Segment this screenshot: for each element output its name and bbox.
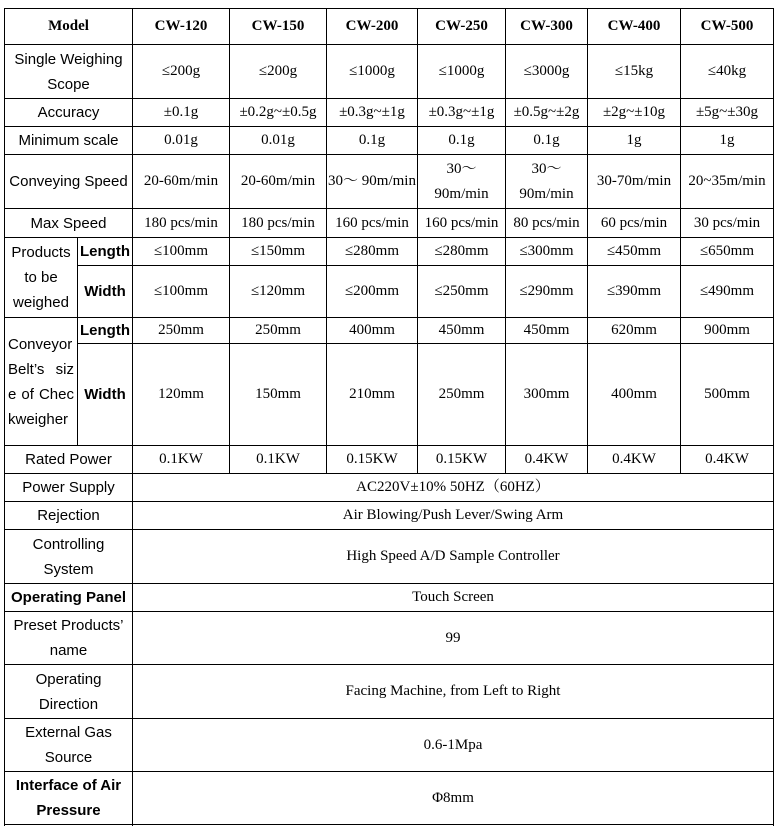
table-cell: 1g: [681, 127, 774, 155]
table-cell: 0.4KW: [506, 446, 588, 474]
header-row: [5, 9, 774, 45]
rejection-value: Air Blowing/Push Lever/Swing Arm: [133, 502, 774, 530]
preset-label: Preset Products’ name: [5, 612, 133, 665]
gas-label: External Gas Source: [5, 719, 133, 772]
table-cell: 0.1KW: [230, 446, 327, 474]
table-cell: ≤200g: [230, 45, 327, 99]
min-scale-label: Minimum scale: [5, 127, 133, 155]
table-cell: 900mm: [681, 318, 774, 344]
table-cell: ≤100mm: [133, 266, 230, 318]
operating-panel-value: Touch Screen: [133, 584, 774, 612]
table-cell: ≤150mm: [230, 238, 327, 266]
accuracy-label: Accuracy: [5, 99, 133, 127]
interface-row: [5, 772, 774, 825]
direction-row: [5, 665, 774, 719]
table-cell: ≤200g: [133, 45, 230, 99]
table-cell: 250mm: [133, 318, 230, 344]
table-cell: 250mm: [418, 344, 506, 446]
table-cell: ≤3000g: [506, 45, 588, 99]
gas-value: 0.6-1Mpa: [133, 719, 774, 772]
table-cell: ≤120mm: [230, 266, 327, 318]
table-cell: ≤200mm: [327, 266, 418, 318]
table-cell: ±0.1g: [133, 99, 230, 127]
divider: [132, 820, 133, 826]
preset-value: 99: [133, 612, 774, 665]
operating-panel-row: [5, 584, 774, 612]
table-cell: 30-70m/min: [588, 155, 681, 209]
power-supply-label: Power Supply: [5, 474, 133, 502]
accuracy-row: [5, 99, 774, 127]
table-cell: 0.1g: [327, 127, 418, 155]
model-cw-120: CW-120: [133, 9, 230, 45]
products-width-label: Width: [78, 266, 133, 318]
interface-label: Interface of Air Pressure: [5, 772, 133, 825]
table-cell: 20-60m/min: [133, 155, 230, 209]
table-cell: 0.1g: [506, 127, 588, 155]
controlling-value: High Speed A/D Sample Controller: [133, 530, 774, 584]
table-cell: 400mm: [588, 344, 681, 446]
rated-power-label: Rated Power: [5, 446, 133, 474]
table-cell: 150mm: [230, 344, 327, 446]
table-cell: 500mm: [681, 344, 774, 446]
rejection-label: Rejection: [5, 502, 133, 530]
table-cell: 450mm: [418, 318, 506, 344]
table-cell: ±2g~±10g: [588, 99, 681, 127]
table-cell: 80 pcs/min: [506, 209, 588, 238]
model-cw-300: CW-300: [506, 9, 588, 45]
preset-row: [5, 612, 774, 665]
divider: [4, 820, 5, 826]
table-cell: ≤100mm: [133, 238, 230, 266]
table-cell: ±0.3g~±1g: [418, 99, 506, 127]
table-cell: ≤300mm: [506, 238, 588, 266]
table-cell: 0.4KW: [588, 446, 681, 474]
table-cell: 620mm: [588, 318, 681, 344]
controlling-label: Controlling System: [5, 530, 133, 584]
products-label: Products to be weighed: [5, 238, 78, 318]
min-scale-row: [5, 127, 774, 155]
table-continuation: [4, 820, 774, 826]
table-cell: 0.4KW: [681, 446, 774, 474]
table-cell: 300mm: [506, 344, 588, 446]
table-cell: 0.1KW: [133, 446, 230, 474]
belt-width-label: Width: [78, 344, 133, 446]
table-cell: 30～ 90m/min: [327, 155, 418, 209]
controlling-row: [5, 530, 774, 584]
scope-row: [5, 45, 774, 99]
direction-value: Facing Machine, from Left to Right: [133, 665, 774, 719]
table-cell: 60 pcs/min: [588, 209, 681, 238]
table-cell: 0.01g: [230, 127, 327, 155]
table-cell: 1g: [588, 127, 681, 155]
table-cell: 120mm: [133, 344, 230, 446]
table-cell: 180 pcs/min: [230, 209, 327, 238]
direction-label: Operating Direction: [5, 665, 133, 719]
rejection-row: [5, 502, 774, 530]
max-speed-row: [5, 209, 774, 238]
belt-length-row: [5, 318, 774, 344]
model-cw-400: CW-400: [588, 9, 681, 45]
table-cell: ≤450mm: [588, 238, 681, 266]
products-length-row: [5, 238, 774, 266]
divider: [773, 820, 774, 826]
table-cell: ≤250mm: [418, 266, 506, 318]
table-cell: 20~35m/min: [681, 155, 774, 209]
table-cell: ≤280mm: [418, 238, 506, 266]
table-cell: ≤1000g: [327, 45, 418, 99]
table-cell: 0.15KW: [327, 446, 418, 474]
table-cell: 400mm: [327, 318, 418, 344]
table-cell: 210mm: [327, 344, 418, 446]
power-supply-row: [5, 474, 774, 502]
table-cell: 30～ 90m/min: [418, 155, 506, 209]
conveying-speed-row: [5, 155, 774, 209]
table-cell: 160 pcs/min: [327, 209, 418, 238]
model-header: Model: [5, 9, 133, 45]
table-cell: 160 pcs/min: [418, 209, 506, 238]
table-cell: 180 pcs/min: [133, 209, 230, 238]
model-cw-150: CW-150: [230, 9, 327, 45]
belt-width-row: [5, 344, 774, 446]
table-cell: ≤650mm: [681, 238, 774, 266]
table-cell: ≤40kg: [681, 45, 774, 99]
spec-table: [4, 8, 774, 825]
belt-label: Conveyor Belt’s size of Checkweigher: [5, 318, 78, 446]
power-supply-value: AC220V±10% 50HZ（60HZ）: [133, 474, 774, 502]
scope-label: Single Weighing Scope: [5, 45, 133, 99]
model-cw-250: CW-250: [418, 9, 506, 45]
operating-panel-label: Operating Panel: [5, 584, 133, 612]
table-cell: 30 pcs/min: [681, 209, 774, 238]
table-cell: ±0.2g~±0.5g: [230, 99, 327, 127]
table-cell: 20-60m/min: [230, 155, 327, 209]
model-cw-500: CW-500: [681, 9, 774, 45]
conveying-speed-label: Conveying Speed: [5, 155, 133, 209]
belt-length-label: Length: [78, 318, 133, 344]
model-cw-200: CW-200: [327, 9, 418, 45]
table-cell: ≤290mm: [506, 266, 588, 318]
rated-power-row: [5, 446, 774, 474]
table-cell: ≤490mm: [681, 266, 774, 318]
gas-row: [5, 719, 774, 772]
interface-value: Φ8mm: [133, 772, 774, 825]
table-cell: ≤1000g: [418, 45, 506, 99]
products-width-row: [5, 266, 774, 318]
max-speed-label: Max Speed: [5, 209, 133, 238]
products-length-label: Length: [78, 238, 133, 266]
table-cell: 0.1g: [418, 127, 506, 155]
table-cell: 450mm: [506, 318, 588, 344]
table-cell: ≤15kg: [588, 45, 681, 99]
table-cell: 0.15KW: [418, 446, 506, 474]
table-cell: ±5g~±30g: [681, 99, 774, 127]
table-cell: ±0.5g~±2g: [506, 99, 588, 127]
table-cell: 30～ 90m/min: [506, 155, 588, 209]
table-cell: 0.01g: [133, 127, 230, 155]
table-cell: ≤390mm: [588, 266, 681, 318]
table-cell: 250mm: [230, 318, 327, 344]
table-cell: ≤280mm: [327, 238, 418, 266]
table-cell: ±0.3g~±1g: [327, 99, 418, 127]
